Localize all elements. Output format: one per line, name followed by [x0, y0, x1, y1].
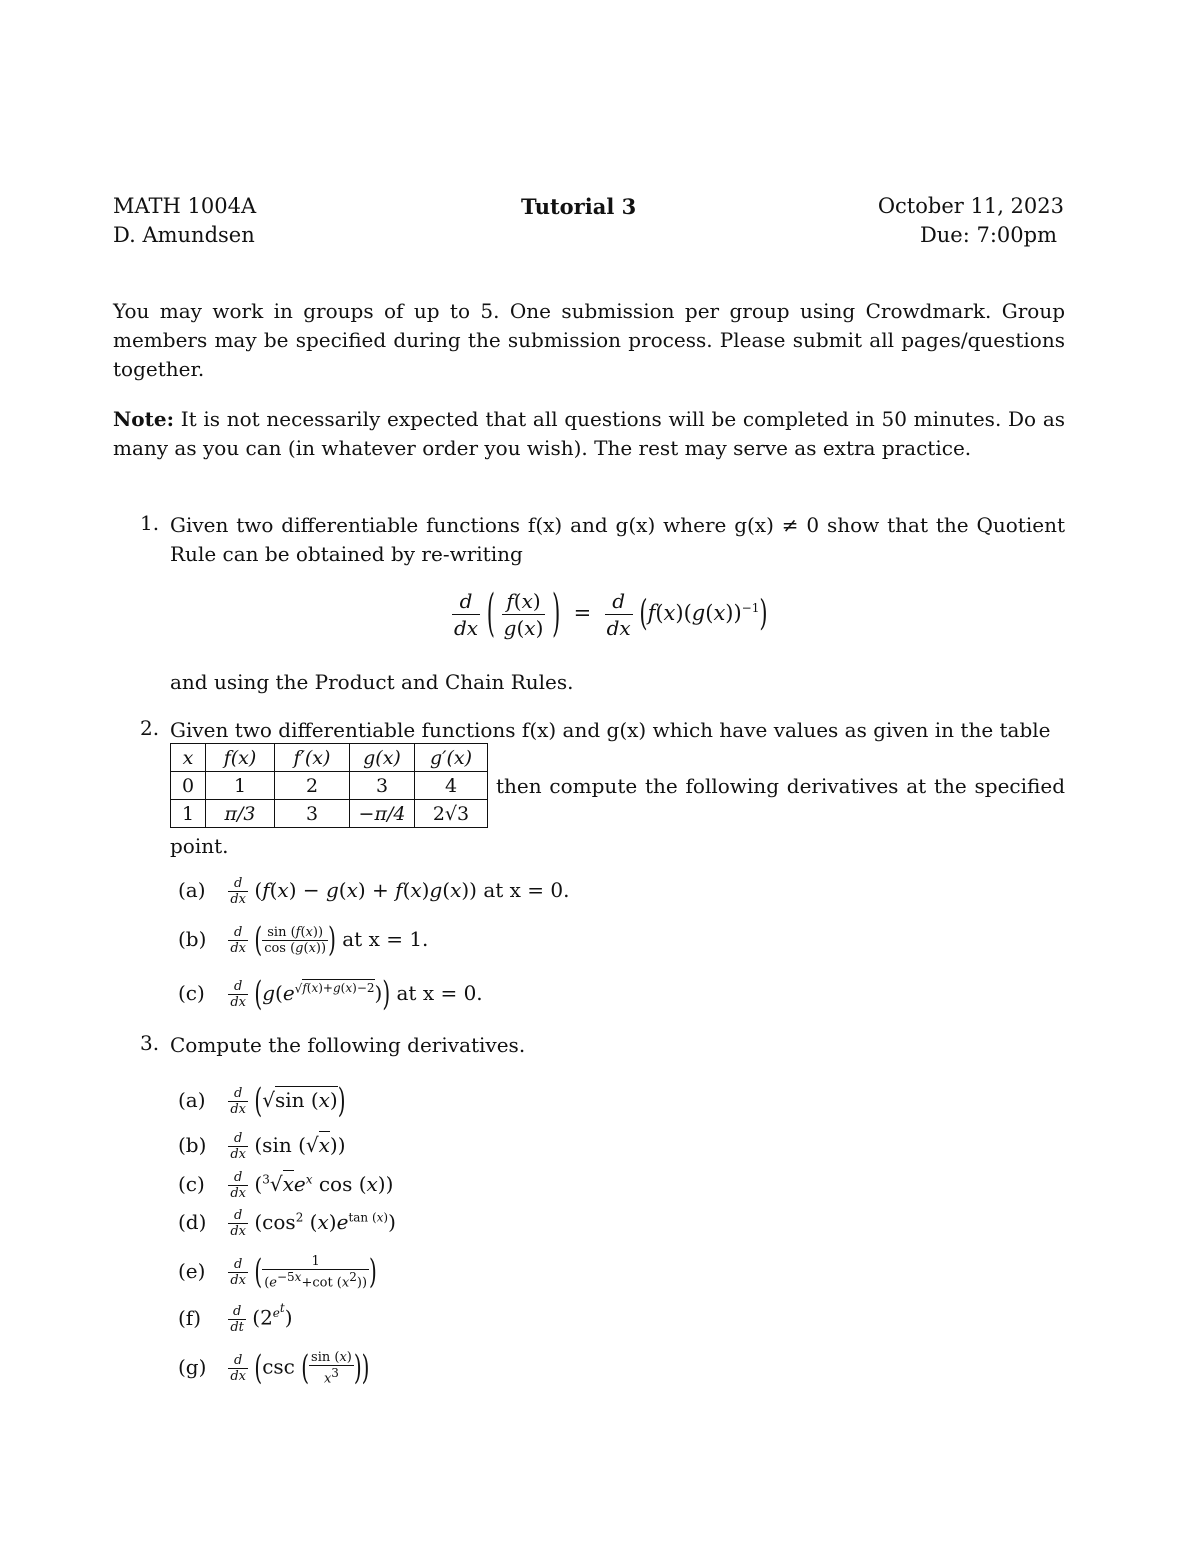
question-2-text: Given two differentiable functions f(x) and g(x) which have values as given in the table — [170, 718, 1051, 742]
part-label: (a) — [178, 878, 206, 902]
question-2a: (a) $\frac{d}{dx}$ (f(x) − g(x) + f(x)g(x)) at x = 0. — [178, 876, 570, 907]
part-label: (b) — [178, 1133, 207, 1157]
part-label: (c) — [178, 1172, 205, 1196]
table-row — [171, 800, 488, 828]
question-3b: (b) $\frac{d}{dx}$ (sin (√x)) — [178, 1131, 346, 1162]
part-label: (d) — [178, 1210, 207, 1234]
question-3a: (a) $\frac{d}{dx}$ (√sin (x)) — [178, 1079, 346, 1121]
question-2c: (c) $\frac{d}{dx}$ $(g(e^{√f(x)+g(x)-2}))$ at x = 0. — [178, 972, 483, 1014]
question-2b: (b) $\frac{d}{dx}$ ( $\frac{\sin (f(x))}{\cos (g(x))}$ ) at x = 1. — [178, 918, 429, 960]
intro-paragraph: You may work in groups of up to 5. One submission per group using Crowdmark. Group members may be specified during the submission process. Please submit all pages/questions together. — [113, 299, 1065, 381]
quotient-rewrite-equation: $\frac{d}{dx}$ ( $\frac{f(x)}{g(x)}$ ) = $\frac{d}{dx}$ $(f(x)(g(x))^{-1})$ — [454, 584, 768, 642]
part-label: (e) — [178, 1258, 206, 1283]
question-3d: (d) $\frac{d}{dx}$ ($\cos^2$ $(x)e^{tan (x)}$) — [178, 1208, 396, 1239]
table-cell: −π/4 — [350, 800, 415, 828]
question-1-number: 1. — [140, 511, 160, 535]
part-label: (b) — [178, 927, 207, 951]
page-title: Tutorial 3 — [521, 194, 637, 219]
table-cell: 3 — [350, 772, 415, 800]
table-cell: 1 — [206, 772, 275, 800]
note-text: It is not necessarily expected that all questions will be completed in 50 minutes. Do as many as you can (in whatever order you wish). The rest may serve as extra practice. — [113, 407, 1065, 460]
question-3-text: Compute the following derivatives. — [170, 1033, 526, 1057]
part-label: (g) — [178, 1354, 207, 1379]
table-header-cell: f′(x) — [275, 744, 350, 772]
table-header-cell: g(x) — [350, 744, 415, 772]
table-cell: π/3 — [206, 800, 275, 828]
part-label: (c) — [178, 981, 205, 1005]
due-time: Due: 7:00pm — [919, 223, 1057, 247]
table-header-cell: g′(x) — [415, 744, 488, 772]
table-header-cell: f(x) — [206, 744, 275, 772]
course-code: MATH 1004A — [113, 194, 257, 218]
part-label: (a) — [178, 1088, 206, 1112]
question-3g: (g) $\frac{d}{dx}$ (csc ( $\frac{\sin (x)}{x^3}$ )) — [178, 1346, 370, 1388]
question-2-number: 2. — [140, 716, 160, 740]
question-3e: (e) $\frac{d}{dx}$ ( $\frac{1}{(e^{-5x}+\cot (x^2))}$ ) — [178, 1250, 377, 1292]
part-condition: at x = 0. — [396, 981, 483, 1005]
part-label: (f) — [178, 1305, 202, 1330]
question-3c: (c) $\frac{d}{dx}$ ($^3√xe^x$ cos (x)) — [178, 1170, 394, 1201]
question-3-number: 3. — [140, 1031, 160, 1055]
table-cell: 2√3 — [415, 800, 488, 828]
table-header-cell: x — [171, 744, 206, 772]
question-1-text: Given two differentiable functions f(x) and g(x) where g(x) ≠ 0 show that the Quotient Rule can be obtained by re-writing — [170, 513, 1065, 566]
question-2-tail: then compute the following derivatives at the specified — [496, 774, 1065, 798]
instructor-name: D. Amundsen — [113, 223, 255, 247]
table-cell: 0 — [171, 772, 206, 800]
table-cell: 4 — [415, 772, 488, 800]
table-cell: 1 — [171, 800, 206, 828]
note-paragraph — [113, 405, 1065, 463]
table-row — [171, 772, 488, 800]
table-header-row — [171, 744, 488, 772]
question-3f: (f) $\frac{d}{dt}$ $(2^{e^t})$ — [178, 1301, 293, 1335]
table-cell: 3 — [275, 800, 350, 828]
part-condition: at x = 0. — [483, 878, 570, 902]
part-condition: at x = 1. — [342, 927, 429, 951]
values-table — [170, 743, 488, 828]
tutorial-date: October 11, 2023 — [877, 194, 1064, 218]
question-1-after: and using the Product and Chain Rules. — [170, 670, 574, 694]
table-cell: 2 — [275, 772, 350, 800]
question-2-tail-end: point. — [170, 834, 229, 858]
note-label: Note: — [113, 407, 174, 431]
